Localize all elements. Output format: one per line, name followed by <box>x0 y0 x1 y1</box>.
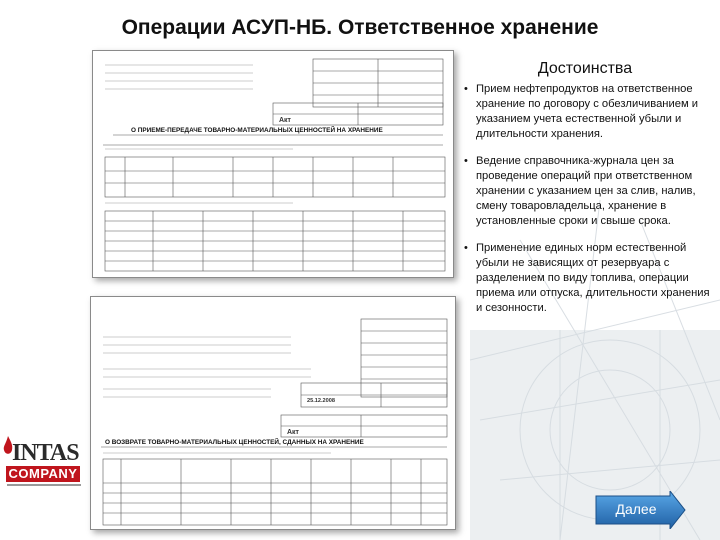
return-act-document <box>90 296 456 530</box>
return-act-label: Акт <box>287 429 299 436</box>
advantages-subtitle: Достоинства <box>537 60 633 77</box>
advantage-text: Ведение справочника-журнала цен за проведение операций при ответственном хранении с указанием цен за слив, налив, смену товаровладельца, хранение в установленные сроки и свыше срока. <box>476 155 696 227</box>
bullet-icon: • <box>464 155 468 167</box>
next-button-label: Далее <box>615 501 657 517</box>
receipt-act-document <box>92 50 454 278</box>
return-act-heading: О ВОЗВРАТЕ ТОВАРНО-МАТЕРИАЛЬНЫХ ЦЕННОСТЕЙ, СДАННЫХ НА ХРАНЕНИЕ <box>105 439 364 446</box>
return-act-form-lines <box>91 297 456 530</box>
advantage-item <box>462 241 718 316</box>
receipt-act-form-lines <box>93 51 454 278</box>
advantage-text: Прием нефтепродуктов на ответственное хранение по договору с обезличиванием и указанием учета естественной убыли и длительности хранения. <box>476 83 699 140</box>
logo-wordmark: INTAS <box>12 440 79 466</box>
logo-company-banner: COMPANY <box>6 466 80 482</box>
receipt-act-heading: О ПРИЕМЕ-ПЕРЕДАЧЕ ТОВАРНО-МАТЕРИАЛЬНЫХ ЦЕННОСТЕЙ НА ХРАНЕНИЕ <box>131 127 383 134</box>
logo-tagline-strip <box>6 484 82 487</box>
bullet-icon: • <box>464 83 468 95</box>
return-act-date: 25.12.2008 <box>307 398 335 404</box>
receipt-act-label: Акт <box>279 117 291 124</box>
advantage-text: Применение единых норм естественной убыли не зависящих от резервуара с разделением по виду топлива, операции приема или отпуска, длительности хранения и сезонности. <box>476 242 710 314</box>
advantage-item <box>462 154 718 229</box>
slide-title: Операции АСУП-НБ. Ответственное хранение <box>121 16 599 39</box>
bullet-icon: • <box>464 242 468 254</box>
advantages-list <box>462 82 718 328</box>
next-button[interactable] <box>594 491 686 529</box>
advantage-item <box>462 82 718 142</box>
